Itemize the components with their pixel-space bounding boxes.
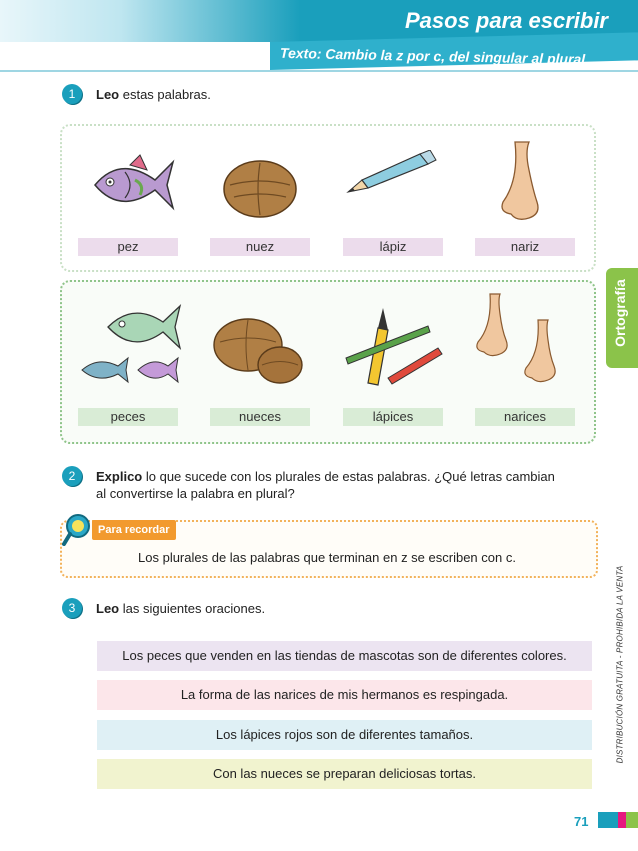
activity2-instruction [96,468,556,502]
footer-color-bar [610,812,618,828]
word-singular: lápiz [343,238,443,256]
page-number: 71 [574,814,589,829]
reminder-tag: Para recordar [92,520,176,540]
instruction-text: las siguientes oraciones. [119,601,266,616]
reminder-text: Los plurales de las palabras que terminan en z se escriben con c. [138,550,516,565]
distribution-note: DISTRIBUCIÓN GRATUITA - PROHIBIDA LA VENTA [615,565,625,764]
page-title: Pasos para escribir [404,8,608,33]
sentence-strip: Los peces que venden en las tiendas de mascotas son de diferentes colores. [97,641,592,671]
instruction-verb: Leo [96,87,120,102]
page-subtitle: Texto: Cambio la z por c, del singular al plural [279,44,586,68]
word-plural: nueces [210,408,310,426]
activity-number: 1 [62,84,82,104]
fishes-illustration [78,292,188,392]
instruction-text: estas palabras. [119,87,211,102]
header-fade [0,0,300,42]
sentence-strip: La forma de las narices de mis hermanos es respingada. [97,680,592,710]
instruction-verb: Leo [96,601,120,616]
pencils-illustration [338,288,448,393]
pencil-illustration [340,150,440,200]
word-singular: pez [78,238,178,256]
walnut-illustration [220,155,300,220]
activity3-instruction [96,600,265,617]
header-divider [0,70,638,72]
word-plural: narices [475,408,575,426]
noses-illustration [470,290,570,400]
activity1-instruction [96,86,211,103]
fish-illustration [85,150,177,220]
walnuts-illustration [208,310,308,390]
sentence-strip: Con las nueces se preparan deliciosas tortas. [97,759,592,789]
footer-color-bar [626,812,638,828]
magnifier-icon [62,512,94,546]
nose-illustration [495,140,555,230]
footer-color-bar [618,812,626,828]
footer-color-bar [598,812,610,828]
activity-number: 3 [62,598,82,618]
instruction-verb: Explico [96,469,143,484]
activity-number: 2 [62,466,82,486]
word-singular: nariz [475,238,575,256]
word-plural: peces [78,408,178,426]
sentence-strip: Los lápices rojos son de diferentes tamaños. [97,720,592,750]
word-singular: nuez [210,238,310,256]
instruction-text: lo que sucede con los plurales de estas palabras. ¿Qué letras cambian al convertirse la palabra en plural? [96,469,555,501]
side-tab-label: Ortografía [612,279,628,347]
word-plural: lápices [343,408,443,426]
